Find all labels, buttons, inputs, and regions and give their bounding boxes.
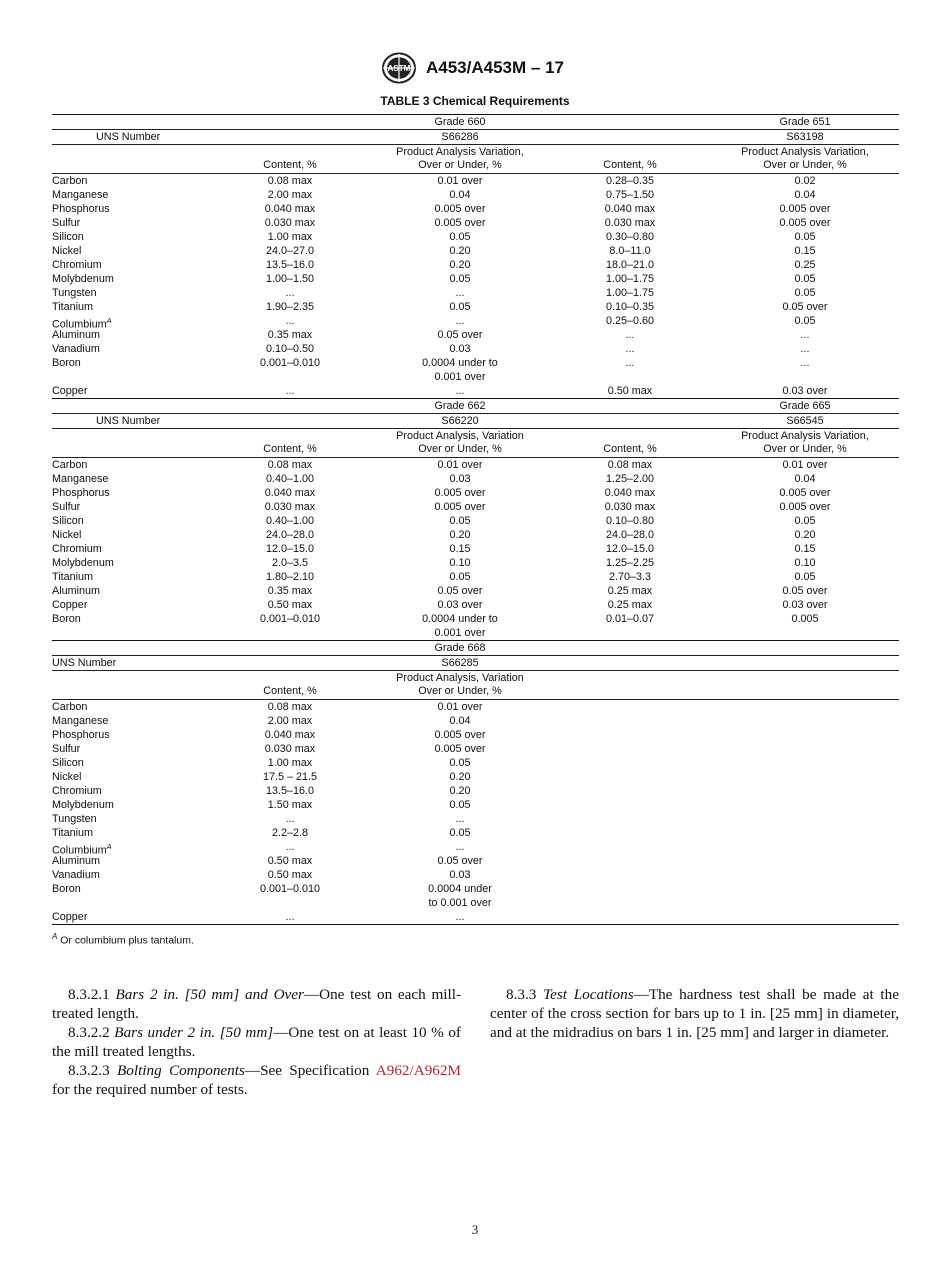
element-label: Columbium (52, 318, 107, 331)
variation-value-right: 0.05 (794, 315, 816, 327)
content-value-right: 1.00–1.75 (605, 287, 655, 299)
variation-value-right: 0.05 (794, 515, 816, 527)
variation-value-right: 0.20 (794, 529, 816, 541)
variation-value: 0.0004 under to (422, 357, 498, 369)
spec-link-a962[interactable]: A962/A962M (375, 1062, 461, 1079)
content-value-right: ... (625, 343, 635, 355)
variation-value: 0.15 (449, 543, 471, 555)
variation-value: 0.005 over (434, 487, 486, 499)
content-value: 17.5 – 21.5 (262, 771, 318, 783)
element-name: Vanadium (52, 343, 100, 355)
variation-value: 0.10 (449, 557, 471, 569)
element-name: Carbon (52, 459, 88, 471)
content-value: 0.35 max (267, 329, 313, 341)
content-value: 2.2–2.8 (271, 827, 309, 839)
variation-value-right: 0.005 over (779, 501, 831, 513)
content-value: 1.90–2.35 (265, 301, 315, 313)
content-value: ... (285, 813, 295, 825)
content-value: 2.00 max (267, 715, 313, 727)
column-header-variation-cont: Over or Under, % (418, 159, 502, 171)
grade-left-header: Grade 660 (434, 116, 486, 128)
section-number: 8.3.2.2 (68, 1024, 110, 1041)
content-value: 1.50 max (267, 799, 313, 811)
content-value-right: 1.25–2.00 (605, 473, 655, 485)
content-value: 1.00 max (267, 757, 313, 769)
element-name: Sulfur (52, 743, 81, 755)
variation-value-right: 0.01 over (782, 459, 828, 471)
content-value: ... (285, 287, 295, 299)
variation-value-right: 0.05 (794, 231, 816, 243)
content-value: 0.030 max (264, 217, 316, 229)
section-number: 8.3.3 (506, 986, 537, 1003)
uns-number-label: UNS Number (96, 131, 161, 143)
variation-value: 0.0004 under (428, 883, 492, 895)
variation-value-cont: to 0.001 over (428, 897, 492, 909)
astm-logo-icon (381, 52, 417, 84)
variation-value: 0.05 (449, 301, 471, 313)
variation-value-right: ... (800, 343, 810, 355)
variation-value-right: 0.03 over (782, 599, 828, 611)
element-name: Nickel (52, 245, 82, 257)
variation-value-right: 0.005 (791, 613, 819, 625)
content-value-right: 0.030 max (604, 217, 656, 229)
content-value: 2.0–3.5 (271, 557, 309, 569)
variation-value: 0.005 over (434, 743, 486, 755)
body-column-left (52, 985, 461, 1099)
content-value: 1.00 max (267, 231, 313, 243)
variation-value-right: 0.005 over (779, 487, 831, 499)
element-name: Sulfur (52, 217, 81, 229)
column-header-variation-right: Product Analysis Variation, (741, 430, 869, 442)
variation-value: 0.005 over (434, 203, 486, 215)
variation-value: 0.20 (449, 259, 471, 271)
chemical-requirements-table (52, 114, 899, 926)
content-value: 0.001–0.010 (259, 883, 321, 895)
variation-value-right: 0.04 (794, 189, 816, 201)
paragraph-8-3-3 (490, 985, 899, 1042)
element-name: Carbon (52, 175, 88, 187)
content-value: 1.00–1.50 (265, 273, 315, 285)
content-value-right: 0.08 max (607, 459, 653, 471)
content-value: 0.40–1.00 (265, 515, 315, 527)
element-name: Boron (52, 613, 81, 625)
element-name: Phosphorus (52, 487, 110, 499)
content-value: ... (285, 911, 295, 923)
content-value-right: 0.10–0.35 (605, 301, 655, 313)
content-value-right: 0.25–0.60 (605, 315, 655, 327)
uns-left-value: S66220 (441, 415, 479, 427)
variation-value-right: 0.05 (794, 287, 816, 299)
content-value-right: 1.25–2.25 (605, 557, 655, 569)
content-value: ... (285, 315, 295, 327)
content-value-right: 0.25 max (607, 585, 653, 597)
element-name: Tungsten (52, 813, 97, 825)
variation-value-right: 0.05 (794, 273, 816, 285)
content-value-right: 0.50 max (607, 385, 653, 397)
variation-value-right: 0.05 (794, 571, 816, 583)
variation-value-right: 0.02 (794, 175, 816, 187)
variation-value: 0.04 (449, 715, 471, 727)
variation-value: 0.05 (449, 571, 471, 583)
content-value-right: 24.0–28.0 (605, 529, 655, 541)
variation-value: 0.04 (449, 189, 471, 201)
variation-value: ... (455, 287, 465, 299)
content-value: 2.00 max (267, 189, 313, 201)
content-value: 13.5–16.0 (265, 259, 315, 271)
element-name: Titanium (52, 571, 93, 583)
column-header-variation-cont: Over or Under, % (418, 443, 502, 455)
element-name: Aluminum (52, 585, 101, 597)
content-value: 0.10–0.50 (265, 343, 315, 355)
element-name: Chromium (52, 785, 102, 797)
section-title: Test Locations (543, 986, 634, 1003)
page-number: 3 (471, 1222, 479, 1237)
grade-left-header: Grade 668 (434, 642, 486, 654)
content-value: 0.001–0.010 (259, 357, 321, 369)
element-name: Chromium (52, 259, 102, 271)
element-name: Carbon (52, 701, 88, 713)
element-name: Aluminum (52, 329, 101, 341)
variation-value-right: 0.005 over (779, 217, 831, 229)
footnote-mark: A (52, 932, 58, 941)
variation-value-right: 0.10 (794, 557, 816, 569)
element-name: Phosphorus (52, 729, 110, 741)
content-value: 0.08 max (267, 701, 313, 713)
section-text: —See Specification (244, 1062, 376, 1079)
element-name: Copper (52, 911, 88, 923)
variation-value: ... (455, 841, 465, 853)
content-value: 0.001–0.010 (259, 613, 321, 625)
content-value: 0.50 max (267, 855, 313, 867)
variation-value-right: 0.15 (794, 245, 816, 257)
content-value: 24.0–28.0 (265, 529, 315, 541)
element-name: Molybdenum (52, 273, 114, 285)
element-name: Manganese (52, 189, 109, 201)
column-header-content-right: Content, % (603, 159, 657, 171)
variation-value-right: 0.04 (794, 473, 816, 485)
table-rule (52, 924, 899, 925)
variation-value: 0.05 (449, 273, 471, 285)
variation-value-right: 0.03 over (782, 385, 828, 397)
variation-value: 0.05 (449, 799, 471, 811)
content-value-right: 18.0–21.0 (605, 259, 655, 271)
content-value: ... (285, 841, 295, 853)
content-value-right: 0.28–0.35 (605, 175, 655, 187)
content-value: 1.80–2.10 (265, 571, 315, 583)
content-value-right: 0.01–0.07 (605, 613, 655, 625)
variation-value: 0.20 (449, 771, 471, 783)
variation-value: 0.05 over (437, 585, 483, 597)
paragraph-8-3-2-2 (52, 1023, 461, 1061)
footnote-ref: A (106, 842, 112, 851)
element-name: Aluminum (52, 855, 101, 867)
page-header (0, 50, 950, 86)
content-value-right: 2.70–3.3 (608, 571, 652, 583)
variation-value: 0.005 over (434, 729, 486, 741)
content-value: 0.40–1.00 (265, 473, 315, 485)
column-header-variation-right: Product Analysis Variation, (741, 146, 869, 158)
table-caption: TABLE 3 Chemical Requirements (380, 94, 570, 108)
variation-value-right: 0.005 over (779, 203, 831, 215)
variation-value: ... (455, 315, 465, 327)
variation-value: 0.05 over (437, 855, 483, 867)
variation-value: 0.05 over (437, 329, 483, 341)
content-value-right: ... (625, 329, 635, 341)
content-value: 0.08 max (267, 459, 313, 471)
variation-value: 0.01 over (437, 459, 483, 471)
column-header-content: Content, % (263, 685, 317, 697)
element-name: Tungsten (52, 287, 97, 299)
variation-value: ... (455, 813, 465, 825)
grade-left-header: Grade 662 (434, 400, 486, 412)
footnote-text: Or columbium plus tantalum. (57, 934, 194, 947)
paragraph-8-3-2-1 (52, 985, 461, 1023)
content-value-right: 0.30–0.80 (605, 231, 655, 243)
section-number: 8.3.2.3 (68, 1062, 110, 1079)
content-value: 0.040 max (264, 729, 316, 741)
footnote-ref: A (106, 316, 112, 325)
paragraph-8-3-2-3 (52, 1061, 461, 1099)
body-column-right (490, 985, 899, 1042)
grade-right-header: Grade 651 (779, 116, 831, 128)
section-number: 8.3.2.1 (68, 986, 110, 1003)
section-text: —One test on each mill-treated length. (52, 986, 462, 1022)
column-header-variation: Product Analysis Variation, (396, 146, 524, 158)
uns-right-value: S66545 (786, 415, 824, 427)
column-header-variation-right-cont: Over or Under, % (763, 443, 847, 455)
variation-value: 0.05 (449, 827, 471, 839)
logo-text: ASTM (387, 64, 411, 73)
section-text: —One test on at least 10 % of the mill treated lengths. (52, 1024, 461, 1060)
content-value-right: ... (625, 357, 635, 369)
variation-value: 0.20 (449, 245, 471, 257)
content-value-right: 0.25 max (607, 599, 653, 611)
content-value: 0.030 max (264, 743, 316, 755)
table-footnote (52, 932, 194, 947)
element-name: Boron (52, 357, 81, 369)
element-name: Copper (52, 385, 88, 397)
variation-value: 0.05 (449, 515, 471, 527)
uns-left-value: S66285 (441, 657, 479, 669)
content-value: 0.030 max (264, 501, 316, 513)
element-name: Molybdenum (52, 799, 114, 811)
variation-value: 0.0004 under to (422, 613, 498, 625)
section-title: Bolting Components (117, 1062, 245, 1079)
variation-value: 0.03 (449, 869, 471, 881)
content-value: 0.08 max (267, 175, 313, 187)
element-name: Nickel (52, 771, 82, 783)
variation-value-cont: 0.001 over (434, 371, 486, 383)
content-value: 12.0–15.0 (265, 543, 315, 555)
column-header-content: Content, % (263, 443, 317, 455)
variation-value: 0.005 over (434, 217, 486, 229)
element-name: Manganese (52, 473, 109, 485)
content-value-right: 0.75–1.50 (605, 189, 655, 201)
column-header-variation-right-cont: Over or Under, % (763, 159, 847, 171)
variation-value: 0.03 over (437, 599, 483, 611)
content-value: 0.50 max (267, 599, 313, 611)
variation-value-right: ... (800, 357, 810, 369)
column-header-content: Content, % (263, 159, 317, 171)
content-value-right: 8.0–11.0 (609, 245, 651, 257)
element-label: Columbium (52, 844, 107, 857)
element-name: Silicon (52, 231, 84, 243)
column-header-variation: Product Analysis, Variation (396, 430, 524, 442)
section-title: Bars under 2 in. [50 mm] (114, 1024, 274, 1041)
section-title: Bars 2 in. [50 mm] and Over (115, 986, 304, 1003)
document-designation: A453/A453M – 17 (426, 58, 564, 77)
element-name: Titanium (52, 827, 93, 839)
variation-value: ... (455, 911, 465, 923)
content-value-right: 12.0–15.0 (605, 543, 655, 555)
content-value: ... (285, 385, 295, 397)
variation-value-cont: 0.001 over (434, 627, 486, 639)
variation-value: 0.20 (449, 785, 471, 797)
content-value: 24.0–27.0 (265, 245, 315, 257)
variation-value: 0.005 over (434, 501, 486, 513)
content-value-right: 0.040 max (604, 203, 656, 215)
element-name: Molybdenum (52, 557, 114, 569)
variation-value-right: 0.15 (794, 543, 816, 555)
uns-left-value: S66286 (441, 131, 479, 143)
content-value-right: 0.040 max (604, 487, 656, 499)
variation-value: 0.01 over (437, 701, 483, 713)
grade-right-header: Grade 665 (779, 400, 831, 412)
uns-number-label: UNS Number (52, 657, 117, 669)
variation-value: 0.01 over (437, 175, 483, 187)
variation-value: ... (455, 385, 465, 397)
content-value: 0.040 max (264, 487, 316, 499)
element-name: Vanadium (52, 869, 100, 881)
element-name: Manganese (52, 715, 109, 727)
uns-right-value: S63198 (786, 131, 824, 143)
content-value: 0.35 max (267, 585, 313, 597)
element-name: Silicon (52, 757, 84, 769)
uns-number-label: UNS Number (96, 415, 161, 427)
element-name: Phosphorus (52, 203, 110, 215)
element-name: Chromium (52, 543, 102, 555)
element-name: Sulfur (52, 501, 81, 513)
variation-value: 0.03 (449, 343, 471, 355)
element-name: Nickel (52, 529, 82, 541)
element-name: Copper (52, 599, 88, 611)
variation-value: 0.05 (449, 231, 471, 243)
element-name: Boron (52, 883, 81, 895)
column-header-variation-cont: Over or Under, % (418, 685, 502, 697)
content-value: 0.50 max (267, 869, 313, 881)
content-value: 0.040 max (264, 203, 316, 215)
variation-value: 0.03 (449, 473, 471, 485)
variation-value-right: 0.05 over (782, 585, 828, 597)
content-value-right: 1.00–1.75 (605, 273, 655, 285)
variation-value-right: ... (800, 329, 810, 341)
section-text-after: for the required number of tests. (52, 1081, 248, 1098)
element-name: Silicon (52, 515, 84, 527)
content-value-right: 0.030 max (604, 501, 656, 513)
column-header-variation: Product Analysis, Variation (396, 672, 524, 684)
variation-value-right: 0.25 (794, 259, 816, 271)
column-header-content-right: Content, % (603, 443, 657, 455)
content-value-right: 0.10–0.80 (605, 515, 655, 527)
variation-value: 0.20 (449, 529, 471, 541)
variation-value-right: 0.05 over (782, 301, 828, 313)
section-text: —The hardness test shall be made at the center of the cross section for bars up to 1 in. [25 mm] in diameter, and at the midradius on bars 1 in. [25 mm] and larger in diameter. (490, 986, 899, 1041)
content-value: 13.5–16.0 (265, 785, 315, 797)
variation-value: 0.05 (449, 757, 471, 769)
element-name: Titanium (52, 301, 93, 313)
